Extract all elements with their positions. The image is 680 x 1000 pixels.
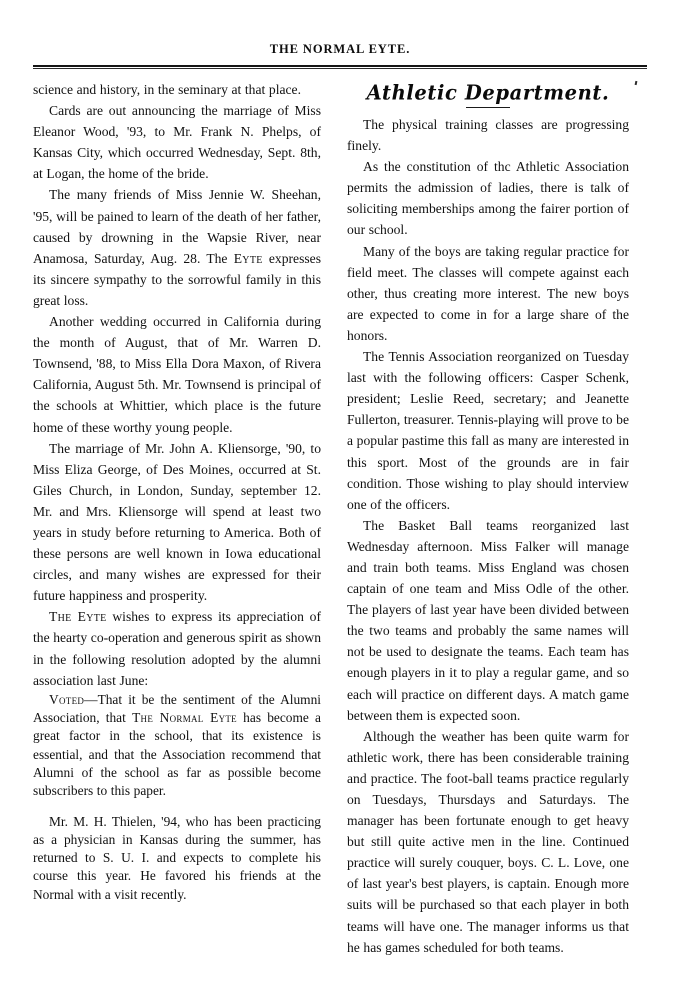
paragraph-text: Many of the boys are taking regular practice for field meet. The classes will compete against each other, thus creating more interest. The new boys are expected to come in for a large share of the honors. [347,243,629,343]
header-double-rule [33,65,647,70]
paragraph-constitution-ladies [347,156,629,240]
stray-ink-mark [635,81,638,85]
paragraph-eyte-appreciation [33,606,321,690]
two-column-body [33,79,647,958]
smallcaps-eyte: Eyte [233,250,263,266]
paragraph-text: The Basket Ball teams reorganized last Wednesday afternoon. Miss Falker will manage and train both teams. Miss England was chosen captain of one team and Miss Odle of the other. The players of last year have been divided between the two teams and probably the same names will not be used to designate the teams. Each team has enough players in it to play a regular game, and so each will practice on different days. A match game between them is expected soon. [347,517,629,723]
header-rule-thin [33,68,647,69]
paragraph-text: The many friends of Miss Jennie W. Sheehan, '95, will be pained to learn of the death of her father, caused by drowning in the Wapsie River, near Anamosa, Saturday, Aug. 28. The [33,187,321,266]
paragraph-townsend-maxon-wedding [33,311,321,438]
page-running-head: THE NORMAL EYTE. [269,42,411,56]
department-underline-rule [466,107,510,108]
athletic-department-heading [347,81,629,108]
smallcaps-voted: Voted [49,691,85,707]
paragraph-text: Cards are out announcing the marriage of Miss Eleanor Wood, '93, to Mr. Frank N. Phelps, of Kansas City, which occurred Wednesday, Sept. 8th, at Logan, the home of the bride. [33,103,321,182]
paragraph-tennis-association [347,346,629,515]
paragraph-text: —That it be the sentiment of the Alumni Association, that [33,691,321,726]
paragraph-sheehan-sympathy [33,184,321,311]
paragraph-wood-phelps-marriage [33,100,321,184]
paragraph-text: wishes to express its appreciation of the hearty co-operation and generous spirit as shown in the following resolution adopted by the alumni association last June: [33,609,321,688]
paragraph-text: science and history, in the seminary at that place. [33,82,301,97]
smallcaps-the-normal-eyte: The Normal Eyte [132,710,237,726]
paragraph-text: Although the weather has been quite warm for athletic work, there has been considerable training and practice. The foot-ball teams practice regularly on Tuesdays, Thursdays and Saturdays. The manager has been fortunate enough to get heavy but still quite active men in the line. Continued practice will surely couquer, boys. C. L. Love, one of last year's best players, is captain. Enough more suits will be purchased so that each player in both teams will have one. The manager informs us that he has games scheduled for both teams. [347,728,629,955]
smallcaps-the-eyte: The Eyte [49,609,107,625]
paragraph-boys-field-meet [347,241,629,346]
paragraph-voted-resolution [33,691,321,801]
paragraph-text: Mr. M. H. Thielen, '94, who has been practicing as a physician in Kansas during the summer, has returned to S. U. I. and expects to complete his course this year. He favored his friends at the Normal with a visit recently. [33,813,321,902]
department-title: Athletic Department. [366,80,610,105]
paragraph-seminary-continuation [33,79,321,100]
paragraph-text: The marriage of Mr. John A. Kliensorge, '90, to Miss Eliza George, of Des Moines, occurred at St. Giles Church, in London, Sunday, september 12. Mr. and Mrs. Kliensorge will spend at least two years in study before returning to America. Both of these persons are well known in Iowa educational circles, and many wishes are expressed for their future happiness and prosperity. [33,440,321,604]
paragraph-text: As the constitution of thc Athletic Association permits the admission of ladies, there is talk of soliciting memberships among the fairer portion of our school. [347,159,629,238]
paragraph-physical-training [347,114,629,156]
paragraph-thielen-note [33,813,321,904]
paragraph-text: The Tennis Association reorganized on Tuesday last with the following officers: Casper Schenk, president; Leslie Reed, secretary; and Jeanette Fullerton, treasurer. Tennis-playing will prove to be a popular pastime this fall as many are interested in this sport. Most of the grounds are in fair condition. Those wishing to play should interview one of the officers. [347,349,629,512]
right-column [331,79,629,958]
paragraph-text: has become a great factor in the school, that its existence is essential, and that the Association recommend that Alumni of the school as far as possible become subscribers to this paper. [33,710,322,799]
paragraph-kliensorge-george-marriage [33,438,321,607]
paragraph-text: The physical training classes are progressing finely. [347,117,629,154]
left-column [33,79,331,904]
paragraph-text: Another wedding occurred in California during the month of August, that of Mr. Warren D. Townsend, '88, to Miss Ella Dora Maxon, of Rivera California, August 5th. Mr. Townsend is principal of the schools at Whittier, which place is the future home of these worthy young people. [33,314,321,435]
paragraph-text: expresses its sincere sympathy to the sorrowful family in this great loss. [33,250,321,308]
paragraph-football-weather [347,726,629,958]
paragraph-basket-ball-teams [347,515,629,726]
